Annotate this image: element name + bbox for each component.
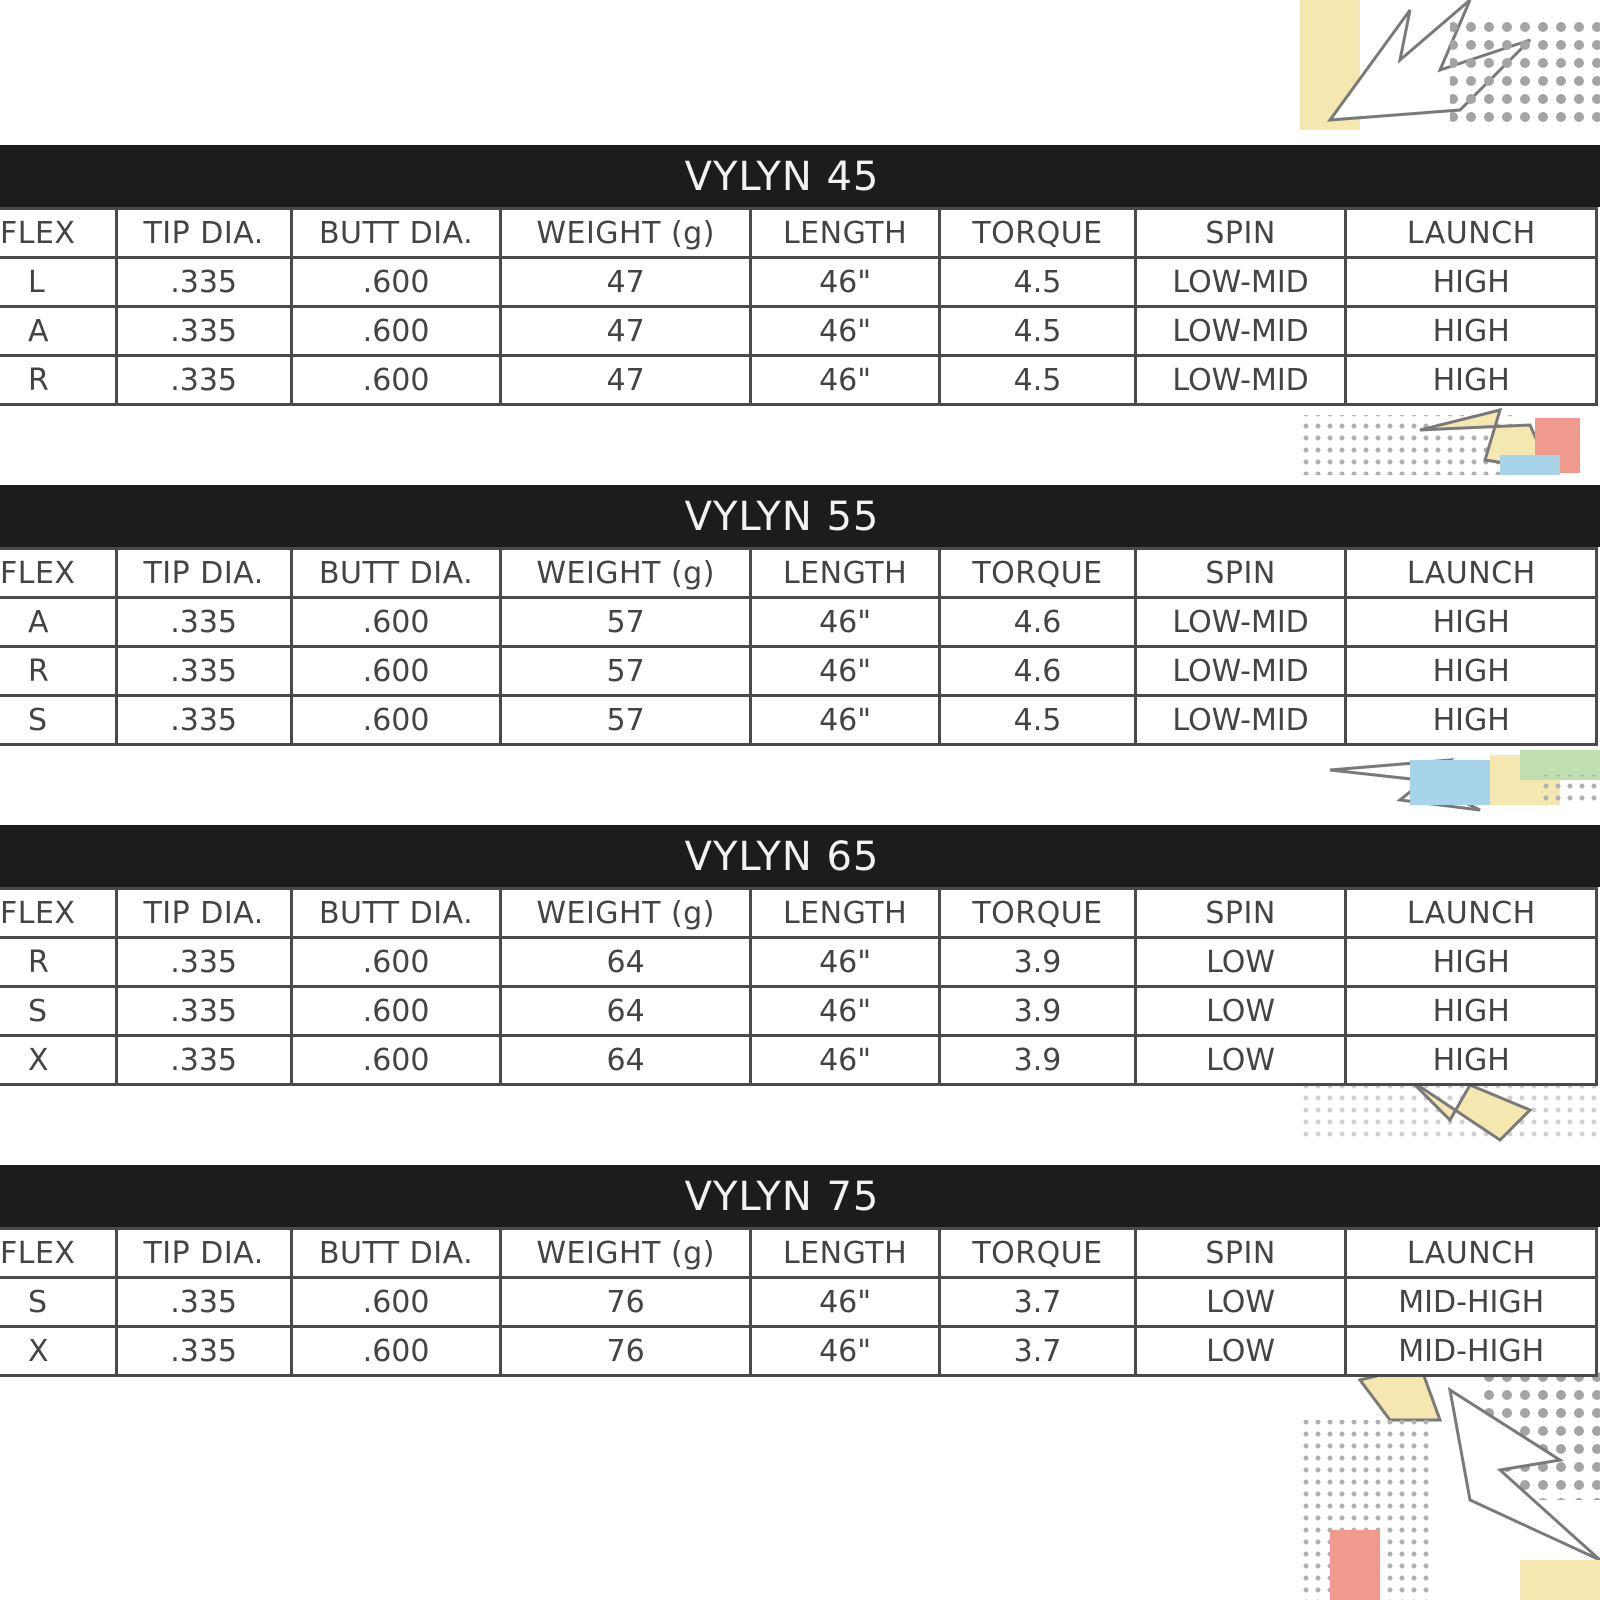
cell-value: 76 [606,1284,645,1320]
table-row [0,647,1597,696]
cell-value: .335 [170,653,238,689]
column-header-label: LENGTH [782,215,908,251]
column-header [291,209,501,258]
column-header [291,549,501,598]
spec-table-2 [0,825,1600,1086]
table-cell [0,647,116,696]
column-header [501,889,750,938]
cell-value: A [28,313,49,349]
spec-table-title-text: VYLYN 75 [684,1174,880,1220]
column-header-label: TIP DIA. [143,215,264,251]
column-header-label: TIP DIA. [143,1235,264,1271]
cell-value: 46" [819,1284,872,1320]
column-header [116,209,291,258]
table-cell [0,307,116,356]
column-header [0,209,116,258]
cell-value: LOW-MID [1172,313,1309,349]
column-header-label: BUTT DIA. [318,1235,474,1271]
cell-value: .335 [170,264,238,300]
table-cell [1135,1036,1346,1085]
column-header [940,889,1135,938]
cell-value: LOW [1206,993,1276,1029]
cell-value: 4.5 [1013,362,1062,398]
column-header [1135,209,1346,258]
cell-value: A [28,604,49,640]
spec-table-3 [0,1165,1600,1377]
table-cell [1346,987,1597,1036]
table-cell [116,1036,291,1085]
table-cell [940,598,1135,647]
table-cell [501,598,750,647]
table-cell [1346,696,1597,745]
table-cell [940,356,1135,405]
cell-value: HIGH [1432,944,1510,980]
cell-value: R [28,944,49,980]
table-cell [750,696,939,745]
cell-value: HIGH [1432,702,1510,738]
table-cell [750,1278,939,1327]
cell-value: .600 [362,362,430,398]
cell-value: .600 [362,944,430,980]
column-header-label: BUTT DIA. [318,215,474,251]
column-header [0,889,116,938]
cell-value: 57 [606,702,645,738]
cell-value: .335 [170,993,238,1029]
cell-value: 46" [819,702,872,738]
table-row [0,987,1597,1036]
table-cell [501,1278,750,1327]
cell-value: R [28,653,49,689]
cell-value: .335 [170,362,238,398]
table-cell [291,938,501,987]
cell-value: LOW-MID [1172,362,1309,398]
table-cell [750,647,939,696]
column-header [750,889,939,938]
table-cell [0,696,116,745]
header-row [0,209,1597,258]
table-row [0,938,1597,987]
spec-table-title-text: VYLYN 65 [684,834,880,880]
table-row [0,598,1597,647]
cell-value: HIGH [1432,264,1510,300]
table-cell [0,1278,116,1327]
column-header-label: FLEX [0,555,76,591]
table-cell [750,938,939,987]
header-row [0,549,1597,598]
table-cell [940,1036,1135,1085]
column-header [291,1229,501,1278]
table-cell [1135,1327,1346,1376]
column-header [501,1229,750,1278]
table-cell [940,1278,1135,1327]
table-cell [1135,598,1346,647]
spec-table-title-text: VYLYN 55 [684,494,880,540]
column-header-label: TIP DIA. [143,895,264,931]
cell-value: MID-HIGH [1398,1333,1545,1369]
cell-value: 47 [606,264,645,300]
column-header [0,1229,116,1278]
column-header [1346,549,1597,598]
spec-table-title [0,145,1600,207]
table-cell [940,938,1135,987]
cell-value: HIGH [1432,1042,1510,1078]
cell-value: 3.7 [1013,1284,1062,1320]
table-cell [0,1036,116,1085]
column-header-label: TORQUE [972,555,1103,591]
cell-value: HIGH [1432,313,1510,349]
column-header-label: TORQUE [972,215,1103,251]
cell-value: .600 [362,1333,430,1369]
column-header [940,549,1135,598]
table-cell [501,987,750,1036]
spec-table-title [0,825,1600,887]
table-cell [1346,1036,1597,1085]
table-cell [1346,938,1597,987]
cell-value: 3.9 [1013,993,1062,1029]
column-header [1346,1229,1597,1278]
column-header [501,549,750,598]
cell-value: .600 [362,653,430,689]
table-cell [1135,307,1346,356]
spec-grid [0,547,1598,746]
table-cell [0,356,116,405]
table-cell [501,1327,750,1376]
column-header-label: SPIN [1205,895,1276,931]
column-header-label: LENGTH [782,895,908,931]
cell-value: .600 [362,993,430,1029]
cell-value: 46" [819,604,872,640]
cell-value: 4.5 [1013,264,1062,300]
column-header-label: FLEX [0,215,76,251]
spec-table-title [0,485,1600,547]
table-cell [116,987,291,1036]
cell-value: 3.7 [1013,1333,1062,1369]
column-header-label: SPIN [1205,1235,1276,1271]
table-cell [116,696,291,745]
table-row [0,1036,1597,1085]
spec-table-title [0,1165,1600,1227]
cell-value: S [28,993,48,1029]
cell-value: 64 [606,1042,645,1078]
table-cell [940,258,1135,307]
cell-value: 47 [606,362,645,398]
column-header-label: SPIN [1205,555,1276,591]
table-cell [116,647,291,696]
column-header [116,549,291,598]
column-header-label: WEIGHT (g) [536,1235,715,1271]
cell-value: .335 [170,1284,238,1320]
cell-value: 46" [819,653,872,689]
cell-value: 46" [819,1042,872,1078]
table-cell [116,307,291,356]
cell-value: 46" [819,944,872,980]
table-cell [291,598,501,647]
cell-value: 4.5 [1013,313,1062,349]
table-cell [501,307,750,356]
header-row [0,889,1597,938]
column-header-label: WEIGHT (g) [536,215,715,251]
table-row [0,258,1597,307]
column-header-label: SPIN [1205,215,1276,251]
cell-value: .335 [170,1333,238,1369]
column-header [0,549,116,598]
column-header [1135,1229,1346,1278]
spec-table-1 [0,485,1600,746]
table-cell [291,647,501,696]
cell-value: 3.9 [1013,944,1062,980]
table-cell [0,598,116,647]
cell-value: LOW [1206,1042,1276,1078]
column-header [750,209,939,258]
table-cell [1135,356,1346,405]
table-cell [501,647,750,696]
table-cell [750,356,939,405]
table-cell [1346,1278,1597,1327]
column-header-label: FLEX [0,895,76,931]
table-cell [1346,647,1597,696]
cell-value: .600 [362,1042,430,1078]
table-cell [291,1278,501,1327]
column-header [1346,889,1597,938]
table-cell [0,938,116,987]
column-header-label: LENGTH [782,1235,908,1271]
column-header-label: LAUNCH [1406,555,1536,591]
column-header-label: FLEX [0,1235,76,1271]
table-cell [750,598,939,647]
cell-value: LOW [1206,1333,1276,1369]
column-header-label: TIP DIA. [143,555,264,591]
cell-value: 46" [819,264,872,300]
table-cell [1346,258,1597,307]
column-header-label: LENGTH [782,555,908,591]
cell-value: 76 [606,1333,645,1369]
cell-value: S [28,702,48,738]
table-cell [750,987,939,1036]
cell-value: .600 [362,604,430,640]
cell-value: LOW-MID [1172,604,1309,640]
table-cell [1346,1327,1597,1376]
cell-value: MID-HIGH [1398,1284,1545,1320]
table-cell [0,1327,116,1376]
table-row [0,696,1597,745]
cell-value: 46" [819,362,872,398]
table-row [0,1327,1597,1376]
table-cell [501,356,750,405]
column-header-label: BUTT DIA. [318,555,474,591]
cell-value: HIGH [1432,604,1510,640]
table-cell [750,1036,939,1085]
cell-value: .600 [362,702,430,738]
table-cell [750,1327,939,1376]
column-header-label: BUTT DIA. [318,895,474,931]
spec-grid [0,1227,1598,1377]
table-cell [116,1278,291,1327]
column-header [940,209,1135,258]
table-row [0,1278,1597,1327]
cell-value: 4.5 [1013,702,1062,738]
table-cell [940,307,1135,356]
table-row [0,356,1597,405]
column-header-label: LAUNCH [1406,895,1536,931]
cell-value: 46" [819,993,872,1029]
column-header-label: TORQUE [972,895,1103,931]
table-cell [501,258,750,307]
spec-table-0 [0,145,1600,406]
cell-value: .600 [362,264,430,300]
column-header [1346,209,1597,258]
table-cell [1135,938,1346,987]
table-cell [1346,356,1597,405]
cell-value: HIGH [1432,653,1510,689]
cell-value: .335 [170,1042,238,1078]
cell-value: 4.6 [1013,653,1062,689]
cell-value: 46" [819,313,872,349]
column-header-label: TORQUE [972,1235,1103,1271]
cell-value: LOW-MID [1172,264,1309,300]
cell-value: L [28,264,45,300]
cell-value: R [28,362,49,398]
cell-value: LOW [1206,1284,1276,1320]
cell-value: 3.9 [1013,1042,1062,1078]
column-header [750,549,939,598]
column-header-label: LAUNCH [1406,215,1536,251]
table-cell [940,696,1135,745]
spec-table-title-text: VYLYN 45 [684,154,880,200]
cell-value: LOW-MID [1172,702,1309,738]
cell-value: .335 [170,702,238,738]
table-cell [501,938,750,987]
cell-value: .600 [362,1284,430,1320]
table-cell [116,598,291,647]
cell-value: X [28,1333,49,1369]
cell-value: S [28,1284,48,1320]
cell-value: 46" [819,1333,872,1369]
column-header [1135,549,1346,598]
table-cell [501,1036,750,1085]
cell-value: 57 [606,604,645,640]
table-cell [0,258,116,307]
cell-value: .335 [170,313,238,349]
table-cell [1135,696,1346,745]
table-cell [291,696,501,745]
table-cell [1135,1278,1346,1327]
cell-value: LOW [1206,944,1276,980]
table-cell [291,1327,501,1376]
table-cell [750,307,939,356]
table-cell [291,1036,501,1085]
table-cell [1346,598,1597,647]
table-cell [116,258,291,307]
table-cell [116,356,291,405]
spec-grid [0,887,1598,1086]
table-cell [750,258,939,307]
cell-value: HIGH [1432,993,1510,1029]
table-cell [940,647,1135,696]
table-cell [1135,647,1346,696]
column-header [116,889,291,938]
column-header-label: WEIGHT (g) [536,555,715,591]
column-header [501,209,750,258]
table-cell [1346,307,1597,356]
column-header [940,1229,1135,1278]
cell-value: .335 [170,944,238,980]
cell-value: 64 [606,944,645,980]
column-header [1135,889,1346,938]
cell-value: X [28,1042,49,1078]
table-cell [1135,258,1346,307]
cell-value: 57 [606,653,645,689]
table-cell [291,356,501,405]
table-cell [1135,987,1346,1036]
table-cell [940,987,1135,1036]
header-row [0,1229,1597,1278]
cell-value: LOW-MID [1172,653,1309,689]
cell-value: HIGH [1432,362,1510,398]
cell-value: .600 [362,313,430,349]
cell-value: .335 [170,604,238,640]
column-header-label: LAUNCH [1406,1235,1536,1271]
table-cell [291,307,501,356]
table-cell [116,938,291,987]
cell-value: 4.6 [1013,604,1062,640]
cell-value: 64 [606,993,645,1029]
column-header [116,1229,291,1278]
table-cell [940,1327,1135,1376]
table-cell [501,696,750,745]
table-cell [0,987,116,1036]
table-cell [116,1327,291,1376]
column-header [291,889,501,938]
table-cell [291,258,501,307]
spec-grid [0,207,1598,406]
table-row [0,307,1597,356]
table-cell [291,987,501,1036]
cell-value: 47 [606,313,645,349]
column-header-label: WEIGHT (g) [536,895,715,931]
column-header [750,1229,939,1278]
